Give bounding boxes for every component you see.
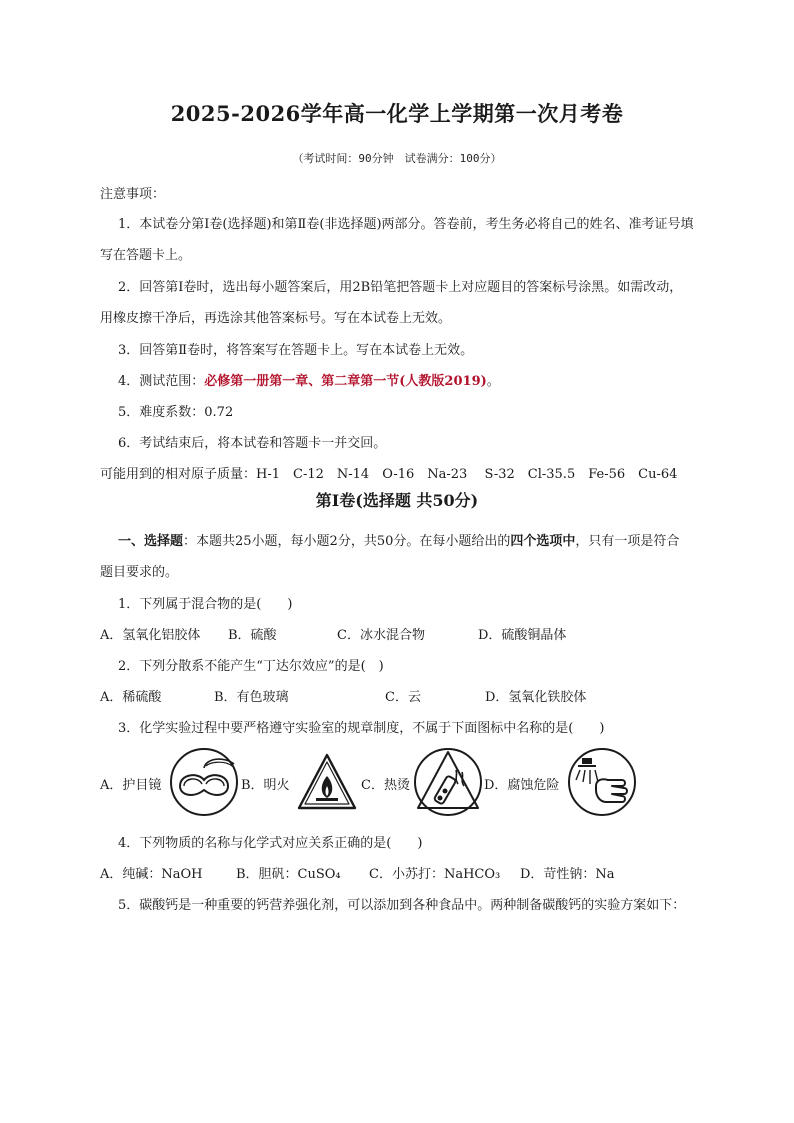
question-1-option-b: B．硫酸 bbox=[228, 628, 277, 643]
goggles-icon bbox=[168, 746, 240, 818]
question-4-option-c: C．小苏打：NaHCO₃ bbox=[369, 867, 501, 882]
note-item-4-suffix: 。 bbox=[486, 374, 500, 389]
note-item-4 bbox=[118, 370, 500, 389]
question-4-option-b: B．胆矾：CuSO₄ bbox=[236, 867, 341, 882]
question-1-option-a: A．氢氧化铝胶体 bbox=[100, 628, 201, 643]
corrosion-icon bbox=[566, 746, 638, 818]
part-intro-bold: 四个选项中 bbox=[510, 534, 576, 549]
note-item-2b: 用橡皮擦干净后，再选涂其他答案标号。写在本试卷上无效。 bbox=[100, 311, 452, 326]
question-3-option-a: A．护目镜 bbox=[100, 778, 162, 793]
question-4-option-a: A．纯碱：NaOH bbox=[100, 867, 203, 882]
open-flame-icon bbox=[296, 752, 358, 812]
question-3-option-b: B．明火 bbox=[241, 778, 290, 793]
question-4-option-d: D．苛性钠：Na bbox=[520, 867, 615, 882]
question-2-option-a: A．稀硫酸 bbox=[100, 690, 162, 705]
note-item-6: 6．考试结束后，将本试卷和答题卡一并交回。 bbox=[118, 436, 387, 451]
note-item-1a: 1．本试卷分第Ⅰ卷(选择题)和第Ⅱ卷(非选择题)两部分。答卷前，考生务必将自己的姓名、准考证号填 bbox=[118, 217, 694, 232]
part-intro-text-a: ：本题共25小题，每小题2分，共50分。在每小题给出的 bbox=[183, 534, 511, 549]
question-4-stem: 4．下列物质的名称与化学式对应关系正确的是( ) bbox=[118, 836, 423, 851]
question-3-stem: 3．化学实验过程中要严格遵守实验室的规章制度，不属于下面图标中名称的是( ) bbox=[118, 721, 605, 736]
notes-heading: 注意事项： bbox=[100, 187, 166, 202]
part-intro-text-b: ，只有一项是符合 bbox=[575, 534, 680, 549]
note-item-1b: 写在答题卡上。 bbox=[100, 248, 192, 263]
note-item-4-prefix: 4．测试范围： bbox=[118, 374, 205, 389]
part-label: 一、选择题 bbox=[118, 534, 184, 549]
question-3-option-d: D．腐蚀危险 bbox=[484, 778, 560, 793]
question-2-option-c: C．云 bbox=[385, 690, 421, 705]
section-title: 第Ⅰ卷(选择题 共50分) bbox=[315, 491, 479, 510]
question-2-stem: 2．下列分散系不能产生“丁达尔效应”的是( ) bbox=[118, 659, 384, 674]
note-item-5: 5．难度系数：0.72 bbox=[118, 405, 234, 420]
question-2-option-b: B．有色玻璃 bbox=[214, 690, 289, 705]
question-5-stem: 5．碳酸钙是一种重要的钙营养强化剂，可以添加到各种食品中。两种制备碳酸钙的实验方案如下： bbox=[118, 898, 686, 913]
hot-surface-icon bbox=[412, 746, 484, 818]
question-1-stem: 1．下列属于混合物的是( ) bbox=[118, 597, 293, 612]
test-range-highlight: 必修第一册第一章、第二章第一节(人教版2019) bbox=[204, 374, 487, 389]
exam-subtitle: （考试时间：90分钟 试卷满分：100分） bbox=[292, 152, 502, 165]
note-item-2a: 2．回答第Ⅰ卷时，选出每小题答案后，用2B铅笔把答题卡上对应题目的答案标号涂黑。如需改动， bbox=[118, 280, 683, 295]
part-intro-line-2: 题目要求的。 bbox=[100, 565, 179, 580]
question-1-option-d: D．硫酸铜晶体 bbox=[478, 628, 567, 643]
note-item-3: 3．回答第Ⅱ卷时，将答案写在答题卡上。写在本试卷上无效。 bbox=[118, 343, 474, 358]
question-2-option-d: D．氢氧化铁胶体 bbox=[485, 690, 587, 705]
atomic-mass-line: 可能用到的相对原子质量：H-1 C-12 N-14 O-16 Na-23 S-32 Cl-35.5 Fe-56 Cu-64 bbox=[100, 467, 678, 482]
exam-title: 2025-2026学年高一化学上学期第一次月考卷 bbox=[170, 101, 624, 126]
question-3-option-c: C．热烫 bbox=[361, 778, 410, 793]
question-1-option-c: C．冰水混合物 bbox=[337, 628, 425, 643]
part-intro-line-1 bbox=[118, 530, 679, 549]
